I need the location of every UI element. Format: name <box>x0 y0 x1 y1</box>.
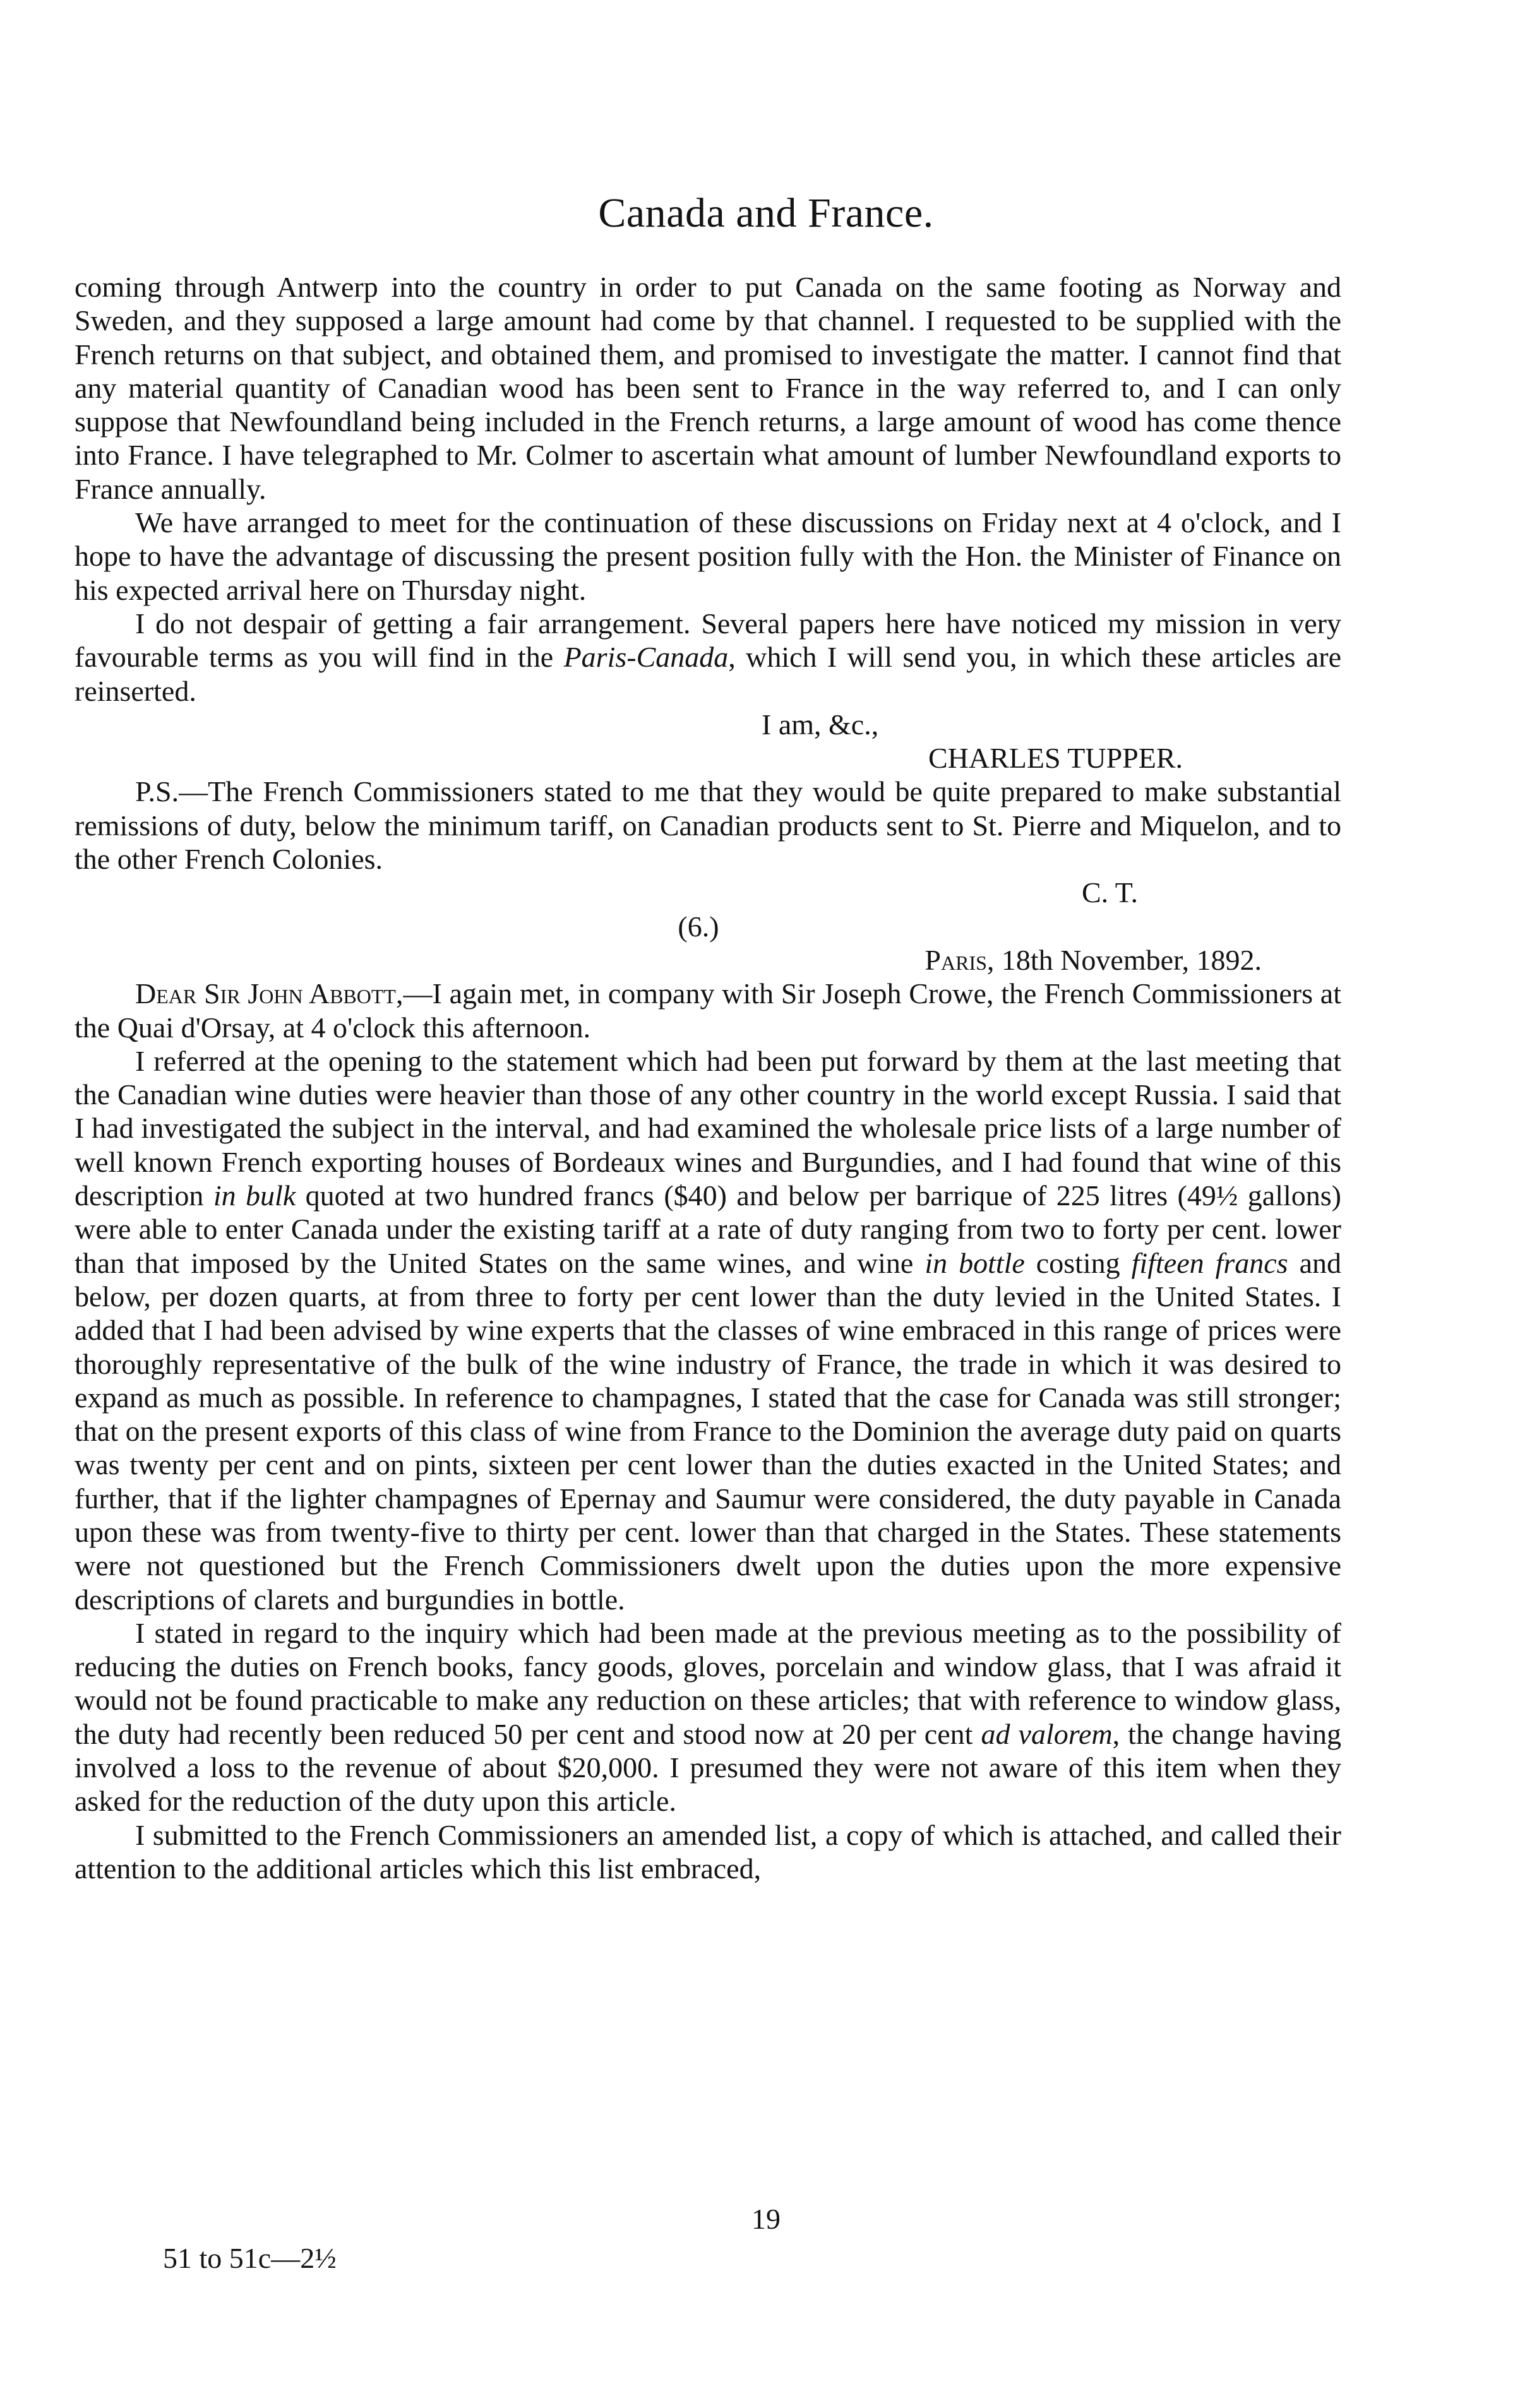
paragraph-continuation: coming through Antwerp into the country in order to put Canada on the same footing as Norway and Sweden, and they supposed a large amount had come by that channel. I requested to be supplied with the French returns on that subject, and obtained them, and promised to investigate the matter. I cannot find that any material quantity of Canadian wood has been sent to France in the way referred to, and I can only suppose that Newfoundland being included in the French returns, a large amount of wood has come thence into France. I have telegraphed to Mr. Colmer to ascertain what amount of lumber Newfoundland exports to France annually. <box>75 271 1341 505</box>
italic-term: in bulk <box>213 1179 296 1212</box>
italic-newspaper-title: Paris-Canada <box>563 641 729 674</box>
page-number: 19 <box>751 2203 781 2235</box>
text-segment: costing <box>1024 1246 1132 1279</box>
date-place: Paris <box>925 943 987 976</box>
paragraph-amended-list: I submitted to the French Commissioners an amended list, a copy of which is attached, and called their attention to the additional articles which this list embraced, <box>75 1818 1341 1885</box>
date-rest: , 18th November, 1892. <box>986 943 1262 976</box>
text-segment: I referred at the opening to the statement which had been put forward by them at the last meeting that the Canadian wine duties were heavier than those of any other country in the world except Russia. I said that I had investigated the subject in the interval, and had examined the wholesale price lists of a large number of well known French exporting houses of Bordeaux wines and Burgundies, and I had found that wine of this description <box>75 1044 1341 1212</box>
paragraph-meeting: We have arranged to meet for the continuation of these discussions on Friday next at 4 o'clock, and I hope to have the advantage of discussing the present position fully with the Hon. the Minister of Finance on his expected arrival here on Thursday night. <box>75 506 1341 606</box>
text-segment: , which I will send you, in which these articles are reinserted. <box>75 641 1341 707</box>
page-title: Canada and France. <box>598 190 934 236</box>
text-segment: quoted at two hundred francs ($40) and below per barrique of 225 litres (49½ gallons) were able to enter Canada under the existing tariff at a rate of duty ranging from two to forty per cent. lower than that imposed by the United States on the same wines, and wine <box>75 1179 1341 1279</box>
text-segment: —I again met, in company with Sir Joseph Crowe, the French Commissioners at the Quai d'Orsay, at 4 o'clock this afternoon. <box>75 977 1341 1044</box>
letter-date <box>75 943 1341 977</box>
postscript: P.S.—The French Commissioners stated to me that they would be quite prepared to make substantial remissions of duty, below the minimum tariff, on Canadian products sent to St. Pierre and Miquelon, and to the other French Colonies. <box>75 775 1341 876</box>
paragraph-despair <box>75 607 1341 708</box>
italic-term: in bottle <box>925 1246 1025 1279</box>
paragraph-salutation <box>75 977 1341 1044</box>
salutation: Dear Sir John Abbott, <box>135 977 404 1010</box>
signature-code: 51 to 51c—2½ <box>163 2242 337 2274</box>
text-segment: I do not despair of getting a fair arrangement. Several papers here have noticed my mission in very favourable terms as you will find in the <box>75 607 1341 674</box>
text-segment: , the change having involved a loss to the revenue of about $20,000. I presumed they were not aware of this item when they asked for the reduction of the duty upon this article. <box>75 1717 1341 1818</box>
text-segment: and below, per dozen quarts, at from three to forty per cent lower than the duty levied in the United States. I added that I had been advised by wine experts that the classes of wine embraced in this range of prices were thoroughly representative of the bulk of the wine industry of France, the trade in which it was desired to expand as much as possible. In reference to champagnes, I stated that the case for Canada was still stronger; that on the present exports of this class of wine from France to the Dominion the average duty paid on quarts was twenty per cent and on pints, sixteen per cent lower than the duties exacted in the United States; and further, that if the lighter champagnes of Epernay and Saumur were considered, the duty payable in Canada upon these was from twenty-five to thirty per cent. lower than that charged in the States. These statements were not questioned but the French Commissioners dwelt upon the duties upon the more expensive descriptions of clarets and burgundies in bottle. <box>75 1246 1341 1616</box>
signature: CHARLES TUPPER. <box>928 742 1183 775</box>
text-segment: I stated in regard to the inquiry which had been made at the previous meeting as to the possibility of reducing the duties on French books, fancy goods, gloves, porcelain and window glass, that I was afraid it would not be found practicable to make any reduction on these articles; that with reference to window glass, the duty had recently been reduced 50 per cent and stood now at 20 per cent <box>75 1616 1341 1750</box>
closing-phrase: I am, &c., <box>762 708 879 741</box>
italic-term: fifteen francs <box>1131 1246 1288 1279</box>
italic-term: ad valorem <box>981 1717 1113 1750</box>
paragraph-window-glass <box>75 1616 1341 1818</box>
letter-body <box>75 270 1341 1885</box>
initials: C. T. <box>1081 876 1138 909</box>
letter-number: (6.) <box>678 910 719 943</box>
paragraph-wine-duties <box>75 1044 1341 1616</box>
